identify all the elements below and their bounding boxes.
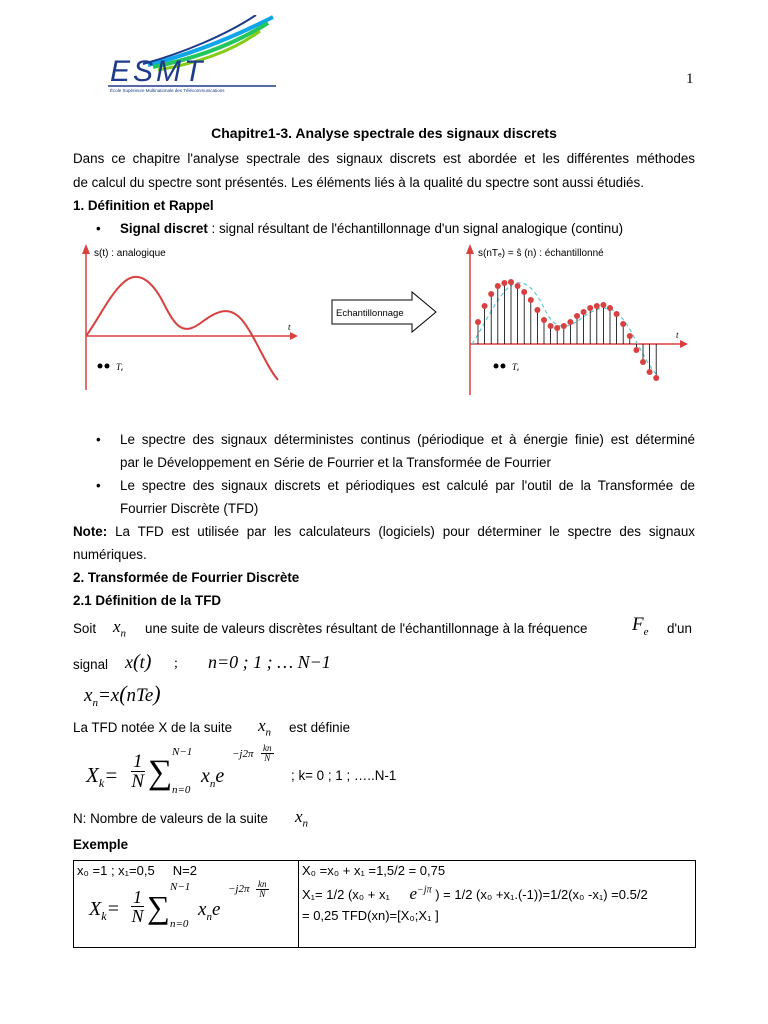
te-label-left: Tₑ — [116, 362, 124, 372]
sample-point — [620, 321, 626, 327]
sample-point — [653, 375, 659, 381]
sampling-arrow-label: Echantillonnage — [336, 308, 404, 319]
tfd-result: = 0,25 TFD(xn)=[X₀;X₁ ] — [302, 908, 439, 923]
logo-subtitle: École Supérieure Multinationale des Télécommunications — [110, 88, 225, 93]
xn-symbol: $x_n$ — [258, 716, 272, 739]
tfd-notee-text: La TFD notée X de la suite — [73, 720, 233, 735]
analog-curve — [86, 277, 278, 380]
bullet-2-line-1: Le spectre des signaux déterministes continus (périodique et à énergie finie) est déterminé — [120, 432, 695, 447]
te-marker-left — [98, 364, 110, 369]
sampling-figure-svg — [76, 240, 696, 400]
table-cell-left — [74, 861, 299, 948]
section-2-1-heading: 2.1 Définition de la TFD — [73, 593, 222, 608]
table-row — [74, 861, 696, 948]
sample-point — [475, 319, 481, 325]
x1-result-b: ) = 1/2 (x₀ +x₁.(-1))=1/2(x₀ -x₁) =0.5/2 — [435, 887, 648, 902]
bullet-3-line-1: Le spectre des signaux discrets et périodiques est calculé par l'outil de la Transformée de — [120, 478, 695, 493]
sample-point — [508, 279, 514, 285]
xt-symbol: x(t) — [125, 651, 152, 673]
note-line-2: numériques. — [73, 547, 147, 562]
example-formula: $X_k=$ $\frac{1}{N}$ ∑ N−1 n=0 $x_ne$ −j2π $\frac{kn}{N}$ — [89, 879, 267, 930]
example-table — [73, 860, 696, 948]
sampled-label: s(nTₑ) = ŝ (n) : échantillonné — [478, 248, 604, 259]
sample-point — [548, 323, 554, 329]
soit-text: une suite de valeurs discrètes résultant de l'échantillonnage à la fréquence — [145, 621, 588, 636]
fe-symbol: $F_e$ — [632, 614, 649, 638]
table-cell-right — [299, 861, 696, 948]
tfd-formula: $X_k=$ $\frac{1}{N}$ ∑ N−1 n=0 $x_ne$ −j2π $\frac{kn}{N}$ — [86, 743, 272, 796]
exp-jpi: $e^{-j\pi}$ — [409, 884, 432, 903]
note-text: La TFD est utilisée par les calculateurs (logiciels) pour déterminer le spectre des signaux — [107, 524, 695, 539]
xn-definition: $x_n=x(nTe)$ — [84, 681, 161, 709]
sampling-figure — [76, 240, 696, 400]
n-definition: N: Nombre de valeurs de la suite — [73, 811, 269, 826]
bullet-icon: • — [96, 432, 101, 447]
bullet-icon: • — [96, 478, 101, 493]
analog-label: s(t) : analogique — [94, 248, 166, 259]
xn-symbol: $x_n$ — [113, 617, 127, 640]
sample-point — [515, 283, 521, 289]
bullet-3-line-2: Fourrier Discrète (TFD) — [120, 501, 259, 516]
sample-point — [574, 313, 580, 319]
sample-point — [587, 305, 593, 311]
sample-point — [607, 305, 613, 311]
analog-axis-t: t — [288, 322, 291, 332]
example-values: x₀ =1 ; x₁=0,5 N=2 — [77, 863, 197, 878]
sample-point — [647, 369, 653, 375]
sample-point — [567, 319, 573, 325]
intro-line-1: Dans ce chapitre l'analyse spectrale des signaux discrets est abordée et les différentes méthodes — [73, 151, 695, 166]
x0-result: X₀ =x₀ + x₁ =1,5/2 = 0,75 — [302, 863, 446, 878]
bullet-icon: • — [96, 221, 101, 236]
sample-point — [541, 317, 547, 323]
sampled-dashed-envelope — [472, 283, 658, 376]
logo-text: ESMT — [110, 55, 206, 88]
sample-point — [554, 325, 560, 331]
sample-point — [501, 280, 507, 286]
bullet-1 — [120, 221, 623, 236]
sample-point — [528, 297, 534, 303]
signal-word: signal — [73, 657, 108, 672]
sample-point — [600, 302, 606, 308]
bullet-1-bold: Signal discret — [120, 221, 208, 236]
page-number: 1 — [686, 71, 694, 87]
note-line-1 — [73, 524, 695, 539]
dun-word: d'un — [667, 621, 692, 636]
te-marker-right — [494, 364, 506, 369]
sample-point — [614, 311, 620, 317]
x1-result — [302, 884, 692, 904]
k-range: ; k= 0 ; 1 ; …..N-1 — [291, 768, 397, 783]
sample-point — [534, 307, 540, 313]
est-definie-text: est définie — [289, 720, 351, 735]
sample-point — [627, 333, 633, 339]
section-1-heading: 1. Définition et Rappel — [73, 198, 214, 213]
sample-point — [633, 347, 639, 353]
sample-point — [482, 303, 488, 309]
bullet-1-text: : signal résultant de l'échantillonnage d'un signal analogique (continu) — [207, 221, 624, 236]
soit-word: Soit — [73, 621, 97, 636]
n-range: n=0 ; 1 ; … N−1 — [208, 652, 331, 672]
sample-point — [561, 323, 567, 329]
x1-result-a: X₁= 1/2 (x₀ + x₁ — [302, 887, 390, 902]
te-label-right: Tₑ — [512, 362, 520, 372]
bullet-2-line-2: par le Développement en Série de Fourrier et la Transformée de Fourrier — [120, 455, 551, 470]
page-title: Chapitre1-3. Analyse spectrale des signaux discrets — [211, 125, 557, 141]
xn-symbol: $x_n$ — [295, 807, 309, 830]
esmt-logo — [108, 15, 280, 95]
semicolon: ; — [174, 656, 178, 671]
exemple-heading: Exemple — [73, 837, 129, 852]
analog-axes — [82, 244, 298, 390]
section-2-heading: 2. Transformée de Fourrier Discrète — [73, 570, 300, 585]
sample-point — [495, 283, 501, 289]
sample-point — [521, 289, 527, 295]
sample-point — [488, 291, 494, 297]
sample-point — [640, 359, 646, 365]
intro-line-2: de calcul du spectre sont présentés. Les éléments liés à la qualité du spectre sont aussi étudiés. — [73, 175, 644, 190]
note-bold: Note: — [73, 524, 108, 539]
sample-point — [594, 303, 600, 309]
sample-point — [581, 309, 587, 315]
sampled-axis-t: t — [676, 330, 679, 340]
